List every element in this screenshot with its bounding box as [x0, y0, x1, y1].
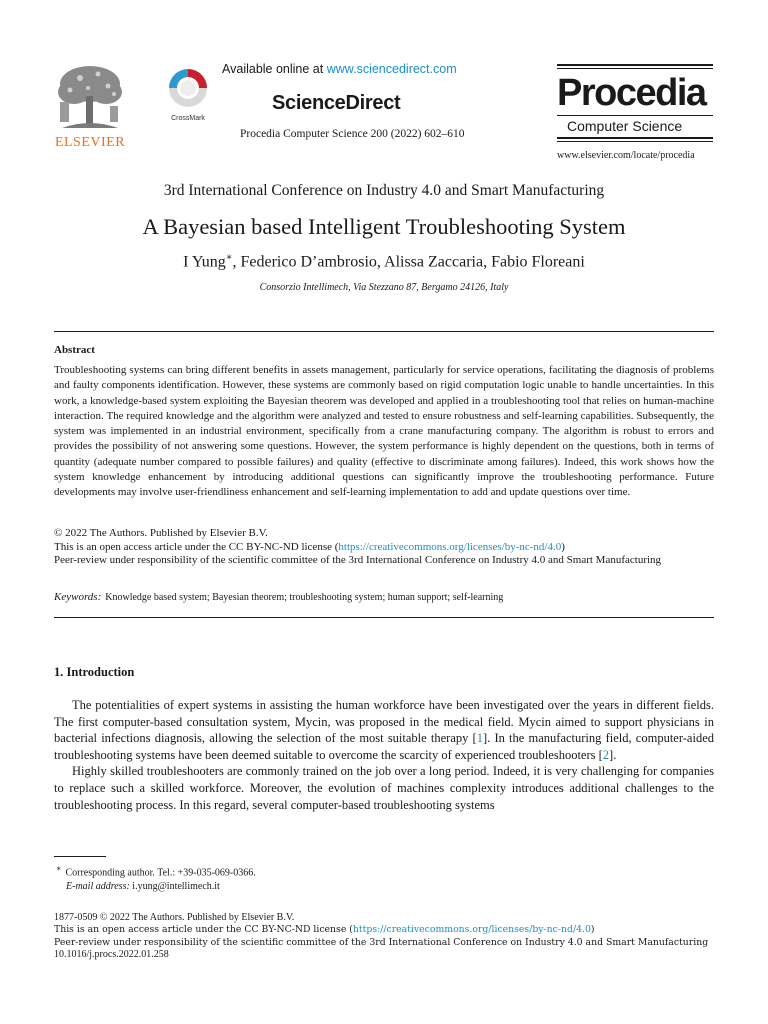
footer-license-line	[54, 924, 724, 936]
procedia-logo	[557, 62, 713, 144]
license-suffix: )	[561, 540, 565, 553]
elsevier-wordmark: ELSEVIER	[54, 135, 126, 150]
footnote-email	[66, 880, 256, 894]
divider	[54, 331, 714, 332]
procedia-rule	[557, 64, 713, 66]
license-line	[54, 541, 714, 555]
procedia-rule	[557, 137, 713, 139]
footer-license-link[interactable]: https://creativecommons.org/licenses/by-nc-nd/4.0	[352, 924, 591, 936]
journal-citation: Procedia Computer Science 200 (2022) 602–610	[240, 128, 465, 140]
intro-text: The potentialities of expert systems in assisting the human workforce have been investigated over the years in different fields. The first computer-based consultation system, Mycin, was proposed in the medical field. Mycin aimed to support physicians in bacterial infections diagnosis, allowing the selection of the most suitable therapy [	[54, 698, 714, 746]
intro-text: ]. In the manufacturing field, computer-aided troubleshooting systems have been deemed suitable to overcome the scarcity of experienced troubleshooters [	[54, 731, 714, 762]
corresponding-mark: ∗	[225, 252, 233, 263]
footer-license-suffix: )	[590, 924, 595, 936]
crossmark-badge[interactable]	[166, 68, 210, 122]
abstract-copyright	[54, 527, 714, 568]
keywords-list: Knowledge based system; Bayesian theorem; troubleshooting system; human support; self-learning	[105, 592, 504, 603]
footer-license-prefix: This is an open access article under the CC BY-NC-ND license (	[54, 924, 353, 936]
procedia-wordmark: Procedia	[557, 72, 706, 114]
footnote-corresponding	[56, 862, 256, 880]
elsevier-tree-icon	[52, 62, 128, 132]
intro-paragraph: Highly skilled troubleshooters are commonly trained on the job over a long period. Indeed, it is very challenging for companies to replace such a skilled workforce. Moreover, the evolution of machines complexity introduces additional challenges to the troubleshooting process. In this regard, several computer-based troubleshooting systems	[54, 764, 714, 812]
footnote-mark: ∗	[56, 864, 62, 873]
section-heading-introduction: 1. Introduction	[54, 665, 135, 679]
doi[interactable]: 10.1016/j.procs.2022.01.258	[54, 949, 169, 961]
license-prefix: This is an open access article under the CC BY-NC-ND license (	[54, 540, 339, 553]
available-online	[222, 62, 457, 76]
peer-review-line: Peer-review under responsibility of the scientific committee of the 3rd International Conference on Industry 4.0 and Smart Manufacturing	[54, 554, 662, 567]
abstract-text: Troubleshooting systems can bring different benefits in assets management, particularly for service operations, facilitating the diagnosis of problems and faulty components identification. However, these systems are commonly based on rigid computation logic unable to handle uncertainties. In this work, a knowledge-based system exploiting the Bayesian theorem was developed and applied in a troubleshooting tool that relies on human-machine interaction. The required knowledge and the algorithm were analyzed and tested to ensure robustness and self-learning capabilities. Subsequently, the system was implemented in an industrial environment, specifically from a crane manufacturing company. The algorithm is robust to errors and provides the possibility of not answering some questions. However, the system performance is highly dependent on the questions, both in terms of quantity (adequate number compared to possible failures) and quality (effective to discriminate among failures). Indeed, this work shows how the system knowledge enhancement by introducing additional questions can significantly improve the troubleshooting performance. Future developments may involve user-friendliness enhancement and self-learning implementation to add and update questions over time.	[54, 364, 714, 499]
keywords	[54, 591, 714, 603]
elsevier-logo	[52, 62, 128, 150]
author-list	[0, 252, 768, 271]
procedia-rule	[557, 68, 713, 69]
crossmark-label: CrossMark	[171, 115, 205, 122]
keywords-label: Keywords:	[54, 591, 102, 603]
procedia-rule	[557, 115, 713, 116]
procedia-rule	[557, 141, 713, 142]
sciencedirect-wordmark: ScienceDirect	[272, 92, 401, 114]
email-label: E-mail address:	[66, 880, 130, 892]
license-link[interactable]: https://creativecommons.org/licenses/by-nc-nd/4.0	[338, 540, 562, 553]
sciencedirect-link[interactable]: www.sciencedirect.com	[326, 62, 457, 76]
crossmark-icon	[168, 68, 208, 108]
available-prefix: Available online at	[222, 62, 327, 76]
corresponding-author-text: Corresponding author. Tel.: +39-035-069-0366.	[65, 867, 256, 879]
footer-peer-review: Peer-review under responsibility of the scientific committee of the 3rd International Conference on Industry 4.0 and Smart Manufacturing	[54, 936, 709, 948]
footnote-rule	[54, 856, 106, 857]
author-rest: , Federico D’ambrosio, Alissa Zaccaria, Fabio Floreani	[232, 253, 585, 271]
citation-ref-1[interactable]: 1	[476, 731, 483, 746]
journal-url[interactable]: www.elsevier.com/locate/procedia	[557, 150, 695, 161]
procedia-subtitle: Computer Science	[567, 118, 683, 134]
page-footer	[54, 912, 724, 962]
conference-name: 3rd International Conference on Industry 4.0 and Smart Manufacturing	[163, 182, 605, 199]
email-address[interactable]: i.yung@intellimech.it	[132, 880, 220, 892]
divider	[54, 617, 714, 618]
author-first: I Yung	[183, 253, 226, 271]
intro-text: ].	[609, 747, 617, 762]
footnote	[56, 862, 256, 893]
issn-line: 1877-0509 © 2022 The Authors. Published by Elsevier B.V.	[54, 912, 295, 923]
introduction-body	[54, 697, 714, 813]
affiliation: Consorzio Intellimech, Via Stezzano 87, Bergamo 24126, Italy	[259, 282, 509, 293]
copyright-line: © 2022 The Authors. Published by Elsevier B.V.	[54, 527, 268, 539]
paper-title: A Bayesian based Intelligent Troubleshooting System	[142, 214, 626, 239]
abstract-heading: Abstract	[54, 344, 95, 356]
citation-ref-2[interactable]: 2	[602, 747, 610, 762]
intro-paragraph	[54, 697, 714, 763]
